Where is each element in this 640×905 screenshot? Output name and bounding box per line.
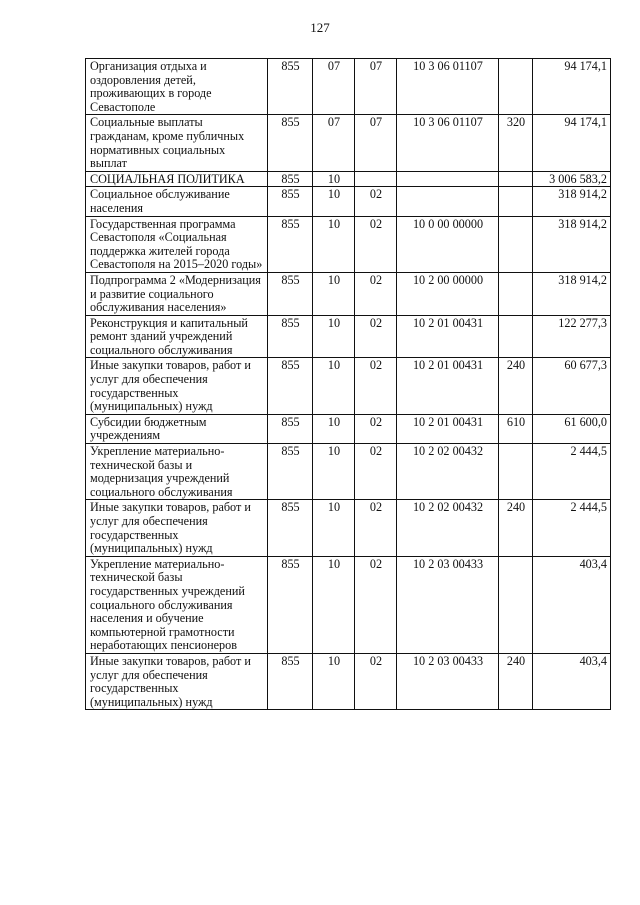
subsection-code-cell: [355, 171, 397, 187]
amount-cell: 318 914,2: [533, 187, 611, 216]
section-code-cell: 10: [313, 358, 355, 414]
item-name-cell: Социальные выплаты гражданам, кроме публичных нормативных социальных выплат: [86, 115, 268, 171]
ministry-code-cell: 855: [268, 444, 313, 500]
ministry-code-cell: 855: [268, 171, 313, 187]
table-row: [86, 187, 611, 216]
target-article-cell: [397, 187, 499, 216]
subsection-code-cell: 07: [355, 59, 397, 115]
subsection-code-cell: 02: [355, 653, 397, 709]
expense-type-cell: 240: [499, 358, 533, 414]
target-article-cell: 10 2 02 00432: [397, 500, 499, 556]
ministry-code-cell: 855: [268, 653, 313, 709]
section-code-cell: 10: [313, 414, 355, 443]
section-code-cell: 10: [313, 187, 355, 216]
section-code-cell: 10: [313, 500, 355, 556]
ministry-code-cell: 855: [268, 315, 313, 358]
subsection-code-cell: 02: [355, 315, 397, 358]
subsection-code-cell: 02: [355, 272, 397, 315]
amount-cell: 403,4: [533, 556, 611, 653]
target-article-cell: 10 2 02 00432: [397, 444, 499, 500]
target-article-cell: 10 2 03 00433: [397, 556, 499, 653]
table-row: [86, 171, 611, 187]
expense-type-cell: [499, 272, 533, 315]
expense-type-cell: [499, 216, 533, 272]
page-number: 127: [310, 20, 330, 35]
section-code-cell: 10: [313, 171, 355, 187]
section-code-cell: 07: [313, 115, 355, 171]
amount-cell: 318 914,2: [533, 216, 611, 272]
amount-cell: 318 914,2: [533, 272, 611, 315]
ministry-code-cell: 855: [268, 500, 313, 556]
expense-type-cell: 240: [499, 653, 533, 709]
budget-table-body: [86, 59, 611, 710]
table-row: [86, 653, 611, 709]
amount-cell: 94 174,1: [533, 115, 611, 171]
table-row: [86, 315, 611, 358]
target-article-cell: [397, 171, 499, 187]
amount-cell: 94 174,1: [533, 59, 611, 115]
subsection-code-cell: 02: [355, 500, 397, 556]
target-article-cell: 10 0 00 00000: [397, 216, 499, 272]
table-row: [86, 556, 611, 653]
amount-cell: 122 277,3: [533, 315, 611, 358]
target-article-cell: 10 2 03 00433: [397, 653, 499, 709]
subsection-code-cell: 02: [355, 216, 397, 272]
table-row: [86, 444, 611, 500]
amount-cell: 61 600,0: [533, 414, 611, 443]
item-name-cell: Реконструкция и капитальный ремонт зданий учреждений социального обслуживания: [86, 315, 268, 358]
expense-type-cell: 610: [499, 414, 533, 443]
ministry-code-cell: 855: [268, 358, 313, 414]
target-article-cell: 10 2 00 00000: [397, 272, 499, 315]
table-row: [86, 414, 611, 443]
table-row: [86, 115, 611, 171]
table-row: [86, 358, 611, 414]
ministry-code-cell: 855: [268, 115, 313, 171]
item-name-cell: Укрепление материально-технической базы и модернизация учреждений социального обслуживания: [86, 444, 268, 500]
item-name-cell: Иные закупки товаров, работ и услуг для обеспечения государственных (муниципальных) нужд: [86, 358, 268, 414]
table-row: [86, 500, 611, 556]
table-row: [86, 216, 611, 272]
subsection-code-cell: 02: [355, 187, 397, 216]
item-name-cell: Организация отдыха и оздоровления детей, проживающих в городе Севастополе: [86, 59, 268, 115]
expense-type-cell: [499, 556, 533, 653]
amount-cell: 3 006 583,2: [533, 171, 611, 187]
item-name-cell: Иные закупки товаров, работ и услуг для обеспечения государственных (муниципальных) нужд: [86, 500, 268, 556]
expense-type-cell: [499, 187, 533, 216]
table-row: [86, 272, 611, 315]
amount-cell: 2 444,5: [533, 500, 611, 556]
expense-type-cell: [499, 59, 533, 115]
ministry-code-cell: 855: [268, 59, 313, 115]
budget-table: [85, 58, 611, 710]
section-code-cell: 10: [313, 653, 355, 709]
ministry-code-cell: 855: [268, 216, 313, 272]
target-article-cell: 10 3 06 01107: [397, 115, 499, 171]
target-article-cell: 10 2 01 00431: [397, 315, 499, 358]
section-code-cell: 10: [313, 556, 355, 653]
target-article-cell: 10 2 01 00431: [397, 414, 499, 443]
expense-type-cell: 240: [499, 500, 533, 556]
section-code-cell: 07: [313, 59, 355, 115]
ministry-code-cell: 855: [268, 414, 313, 443]
expense-type-cell: [499, 171, 533, 187]
amount-cell: 2 444,5: [533, 444, 611, 500]
expense-type-cell: [499, 444, 533, 500]
item-name-cell: Государственная программа Севастополя «Социальная поддержка жителей города Севастополя на 2015–2020 годы»: [86, 216, 268, 272]
section-code-cell: 10: [313, 315, 355, 358]
item-name-cell: Иные закупки товаров, работ и услуг для обеспечения государственных (муниципальных) нужд: [86, 653, 268, 709]
subsection-code-cell: 02: [355, 556, 397, 653]
subsection-code-cell: 02: [355, 414, 397, 443]
amount-cell: 403,4: [533, 653, 611, 709]
section-code-cell: 10: [313, 216, 355, 272]
item-name-cell: Укрепление материально-технической базы государственных учреждений социального обслуживания населения и обучение компьютерной грамотности неработающих пенсионеров: [86, 556, 268, 653]
item-name-cell: Субсидии бюджетным учреждениям: [86, 414, 268, 443]
target-article-cell: 10 2 01 00431: [397, 358, 499, 414]
subsection-code-cell: 07: [355, 115, 397, 171]
ministry-code-cell: 855: [268, 187, 313, 216]
amount-cell: 60 677,3: [533, 358, 611, 414]
item-name-cell: СОЦИАЛЬНАЯ ПОЛИТИКА: [86, 171, 268, 187]
section-code-cell: 10: [313, 444, 355, 500]
ministry-code-cell: 855: [268, 272, 313, 315]
subsection-code-cell: 02: [355, 358, 397, 414]
expense-type-cell: [499, 315, 533, 358]
section-code-cell: 10: [313, 272, 355, 315]
table-row: [86, 59, 611, 115]
expense-type-cell: 320: [499, 115, 533, 171]
ministry-code-cell: 855: [268, 556, 313, 653]
target-article-cell: 10 3 06 01107: [397, 59, 499, 115]
item-name-cell: Социальное обслуживание населения: [86, 187, 268, 216]
item-name-cell: Подпрограмма 2 «Модернизация и развитие социального обслуживания населения»: [86, 272, 268, 315]
subsection-code-cell: 02: [355, 444, 397, 500]
